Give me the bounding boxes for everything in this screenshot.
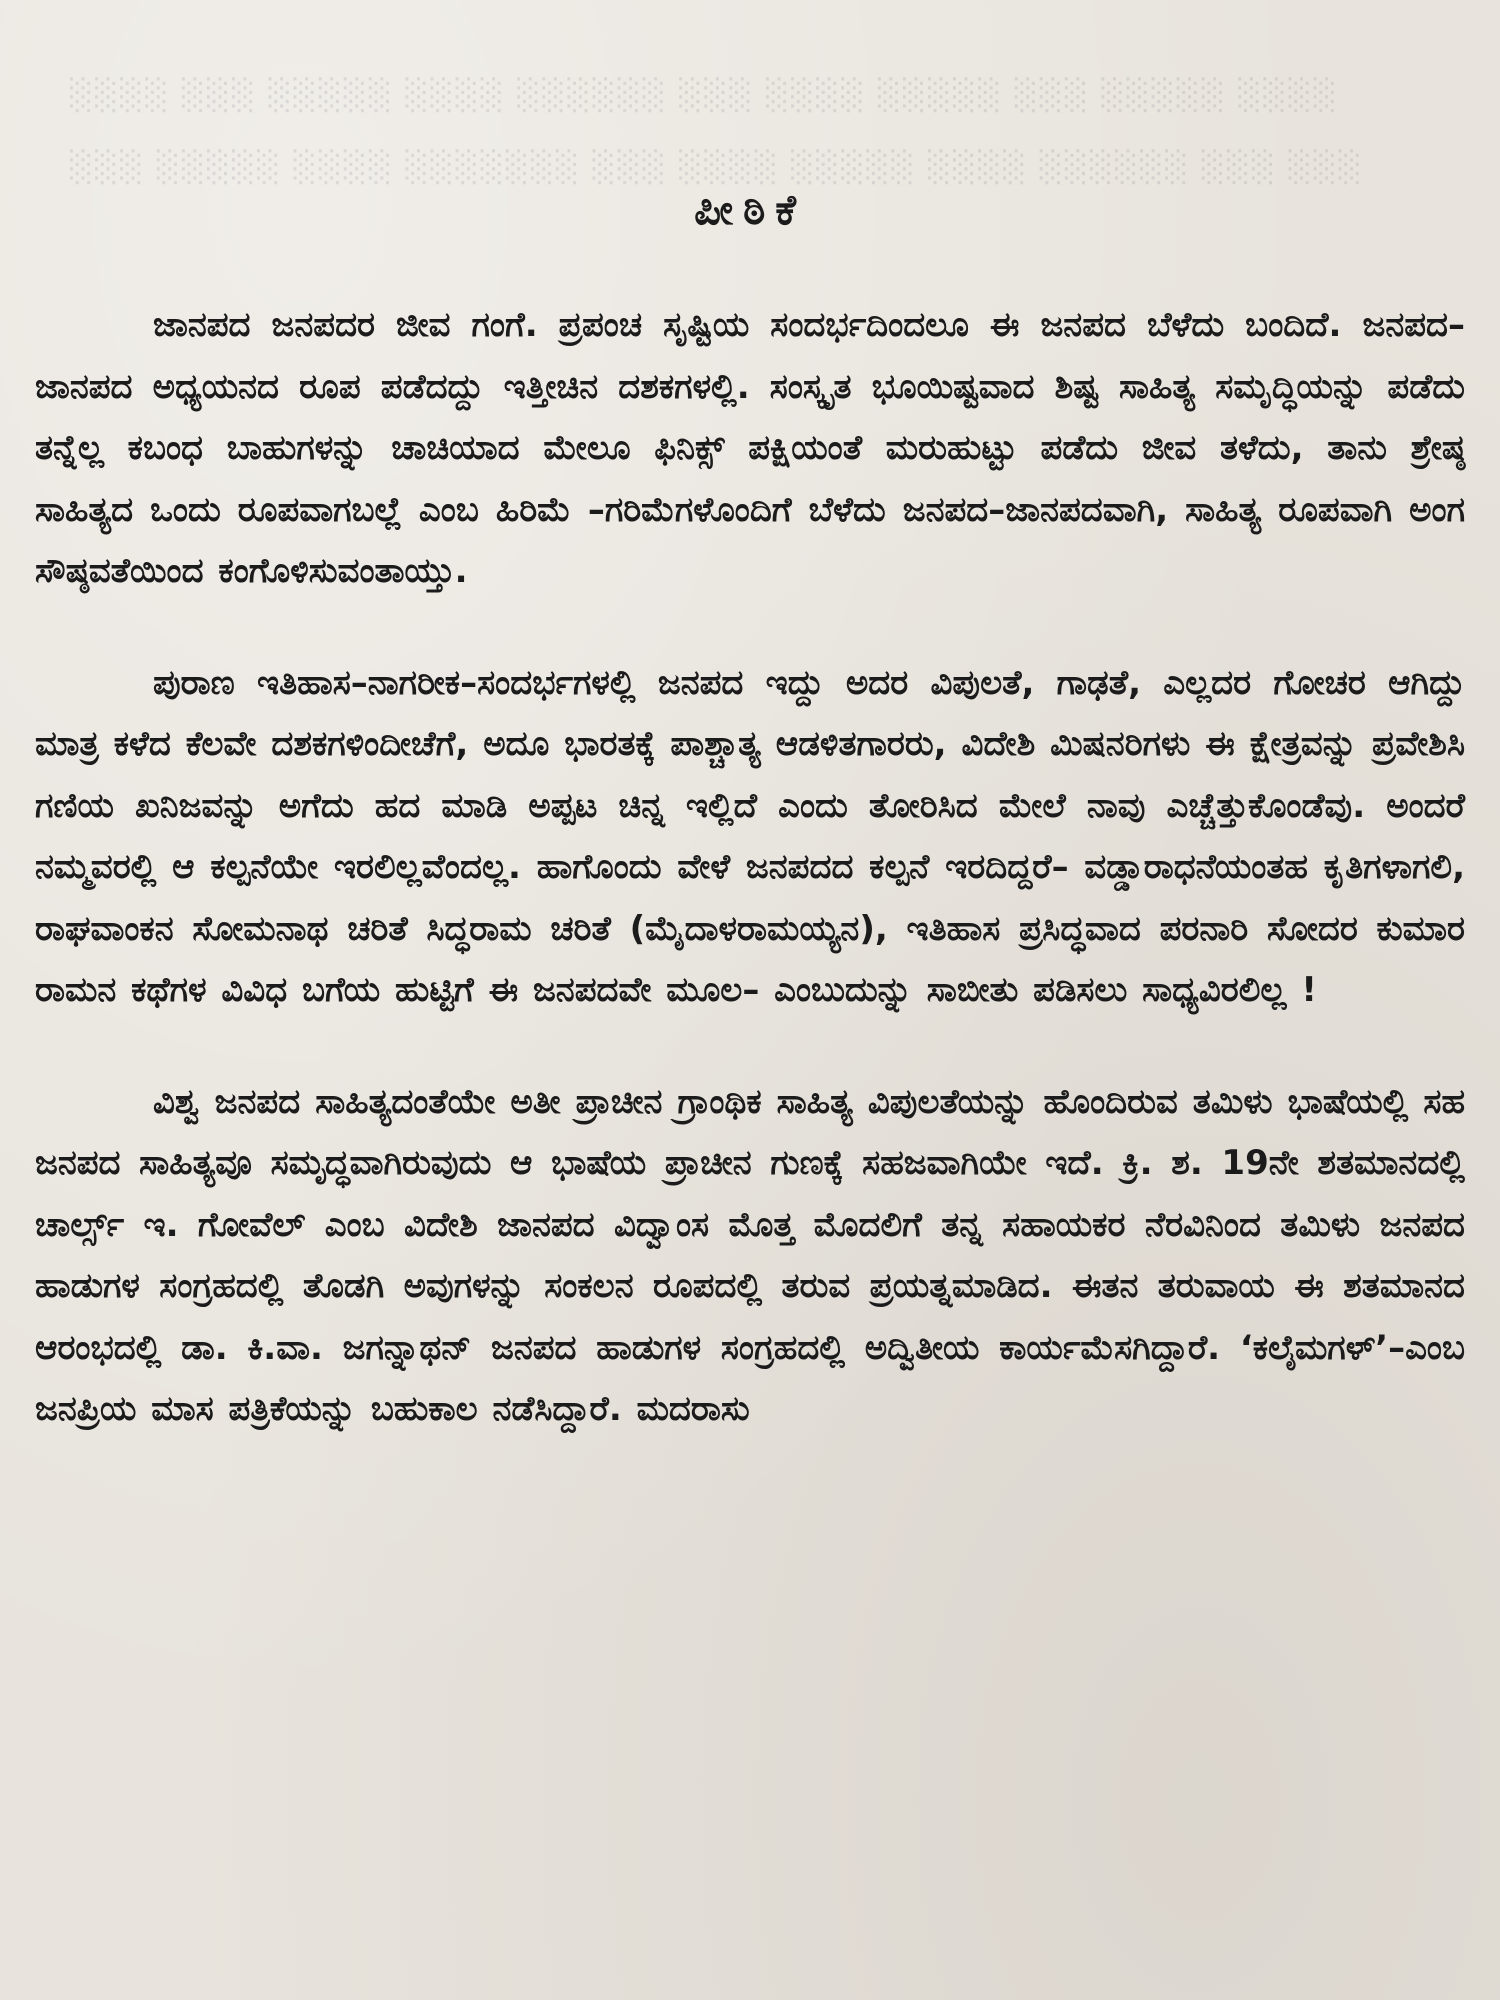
paragraph-1: ಜಾನಪದ ಜನಪದರ ಜೀವ ಗಂಗೆ. ಪ್ರಪಂಚ ಸೃಷ್ಟಿಯ ಸಂದರ್ಭದಿಂದಲೂ ಈ ಜನಪದ ಬೆಳೆದು ಬಂದಿದೆ. ಜನಪದ–ಜಾನಪದ ಅಧ್ಯಯನದ ರೂಪ ಪಡೆದದ್ದು ಇತ್ತೀಚಿನ ದಶಕಗಳಲ್ಲಿ. ಸಂಸ್ಕೃತ ಭೂಯಿಷ್ಟವಾದ ಶಿಷ್ಟ ಸಾಹಿತ್ಯ ಸಮೃದ್ಧಿಯನ್ನು ಪಡೆದು ತನ್ನೆಲ್ಲ ಕಬಂಧ ಬಾಹುಗಳನ್ನು ಚಾಚಿಯಾದ ಮೇಲೂ ಫಿನಿಕ್ಸ್ ಪಕ್ಷಿಯಂತೆ ಮರುಹುಟ್ಟು ಪಡೆದು ಜೀವ ತಳೆದು, ತಾನು ಶ್ರೇಷ್ಠ ಸಾಹಿತ್ಯದ ಒಂದು ರೂಪವಾಗಬಲ್ಲೆ ಎಂಬ ಹಿರಿಮೆ –ಗರಿಮೆಗಳೊಂದಿಗೆ ಬೆಳೆದು ಜನಪದ–ಜಾನಪದವಾಗಿ, ಸಾಹಿತ್ಯ ರೂಪವಾಗಿ ಅಂಗ ಸೌಷ್ಠವತೆಯಿಂದ ಕಂಗೊಳಿಸುವಂತಾಯ್ತು.: [35, 305, 1465, 591]
paragraph-2: ಪುರಾಣ ಇತಿಹಾಸ–ನಾಗರೀಕ–ಸಂದರ್ಭಗಳಲ್ಲಿ ಜನಪದ ಇದ್ದು ಅದರ ವಿಪುಲತೆ, ಗಾಢತೆ, ಎಲ್ಲದರ ಗೋಚರ ಆಗಿದ್ದು ಮಾತ್ರ ಕಳೆದ ಕೆಲವೇ ದಶಕಗಳಿಂದೀಚೆಗೆ, ಅದೂ ಭಾರತಕ್ಕೆ ಪಾಶ್ಚಾತ್ಯ ಆಡಳಿತಗಾರರು, ವಿದೇಶಿ ಮಿಷನರಿಗಳು ಈ ಕ್ಷೇತ್ರವನ್ನು ಪ್ರವೇಶಿಸಿ ಗಣಿಯ ಖನಿಜವನ್ನು ಅಗೆದು ಹದ ಮಾಡಿ ಅಪ್ಪಟ ಚಿನ್ನ ಇಲ್ಲಿದೆ ಎಂದು ತೋರಿಸಿದ ಮೇಲೆ ನಾವು ಎಚ್ಚೆತ್ತುಕೊಂಡೆವು. ಅಂದರೆ ನಮ್ಮವರಲ್ಲಿ ಆ ಕಲ್ಪನೆಯೇ ಇರಲಿಲ್ಲವೆಂದಲ್ಲ. ಹಾಗೊಂದು ವೇಳೆ ಜನಪದದ ಕಲ್ಪನೆ ಇರದಿದ್ದರೆ– ವಡ್ಡಾರಾಧನೆಯಂತಹ ಕೃತಿಗಳಾಗಲಿ, ರಾಘವಾಂಕನ ಸೋಮನಾಥ ಚರಿತೆ ಸಿದ್ಧರಾಮ ಚರಿತೆ (ಮೈದಾಳರಾಮಯ್ಯನ), ಇತಿಹಾಸ ಪ್ರಸಿದ್ಧವಾದ ಪರನಾರಿ ಸೋದರ ಕುಮಾರ ರಾಮನ ಕಥೆಗಳ ವಿವಿಧ ಬಗೆಯ ಹುಟ್ಟಿಗೆ ಈ ಜನಪದವೇ ಮೂಲ– ಎಂಬುದುನ್ನು ಸಾಬೀತು ಪಡಿಸಲು ಸಾಧ್ಯವಿರಲಿಲ್ಲ !: [35, 662, 1465, 1010]
body-text: [35, 295, 1465, 1441]
page-title: ಪೀಠಿಕೆ: [694, 185, 806, 234]
paragraph-3: ವಿಶ್ವ ಜನಪದ ಸಾಹಿತ್ಯದಂತೆಯೇ ಅತೀ ಪ್ರಾಚೀನ ಗ್ರಾಂಥಿಕ ಸಾಹಿತ್ಯ ವಿಪುಲತೆಯನ್ನು ಹೊಂದಿರುವ ತಮಿಳು ಭಾಷೆಯಲ್ಲಿ ಸಹ ಜನಪದ ಸಾಹಿತ್ಯವೂ ಸಮೃದ್ಧವಾಗಿರುವುದು ಆ ಭಾಷೆಯ ಪ್ರಾಚೀನ ಗುಣಕ್ಕೆ ಸಹಜವಾಗಿಯೇ ಇದೆ. ಕ್ರಿ. ಶ. 19ನೇ ಶತಮಾನದಲ್ಲಿ ಚಾರ್ಲ್ಸ್ ಇ. ಗೋವೆಲ್ ಎಂಬ ವಿದೇಶಿ ಜಾನಪದ ವಿದ್ವಾಂಸ ಮೊತ್ತ ಮೊದಲಿಗೆ ತನ್ನ ಸಹಾಯಕರ ನೆರವಿನಿಂದ ತಮಿಳು ಜನಪದ ಹಾಡುಗಳ ಸಂಗ್ರಹದಲ್ಲಿ ತೊಡಗಿ ಅವುಗಳನ್ನು ಸಂಕಲನ ರೂಪದಲ್ಲಿ ತರುವ ಪ್ರಯತ್ನಮಾಡಿದ. ಈತನ ತರುವಾಯ ಈ ಶತಮಾನದ ಆರಂಭದಲ್ಲಿ ಡಾ. ಕಿ.ವಾ. ಜಗನ್ನಾಥನ್ ಜನಪದ ಹಾಡುಗಳ ಸಂಗ್ರಹದಲ್ಲಿ ಅದ್ವಿತೀಯ ಕಾರ್ಯಮೆಸಗಿದ್ದಾರೆ. ‘ಕಲೈಮಗಳ್’–ಎಂಬ ಜನಪ್ರಿಯ ಮಾಸ ಪತ್ರಿಕೆಯನ್ನು ಬಹುಕಾಲ ನಡೆಸಿದ್ದಾರೆ. ಮದರಾಸು: [35, 1081, 1465, 1429]
bleed-through-texture: ░░░░ ░░░ ░░░░░ ░░░░ ░░░░░░ ░░░ ░░░░ ░░░░░ ░░░ ░░░░░ ░░░░ ░░░ ░░░░░ ░░░░ ░░░░░░░ ░░░ ░░░░ ░░░░░ ░░░░ ░░░░░░ ░░░ ░░░: [70, 78, 1364, 185]
